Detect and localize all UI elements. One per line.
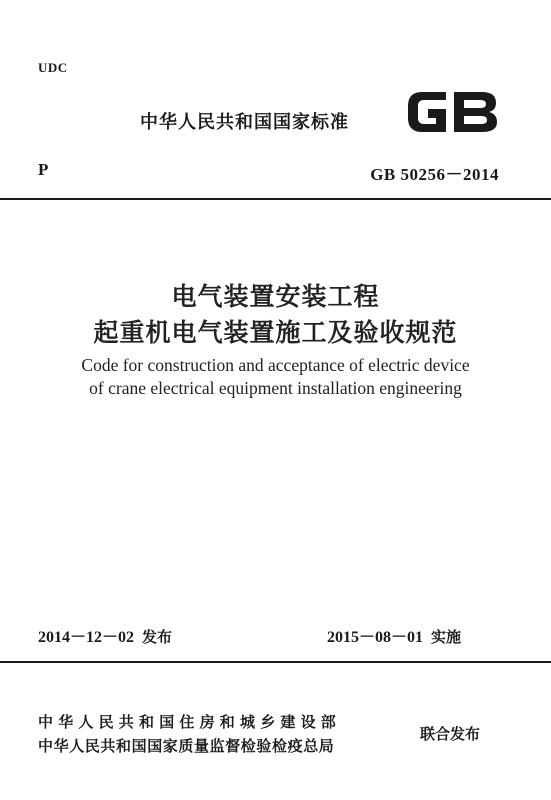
gb-logo-icon <box>402 82 502 142</box>
udc-label: UDC <box>38 60 68 75</box>
issuer-aqsiq: 中华人民共和国国家质量监督检验检疫总局 <box>38 737 335 755</box>
top-divider <box>0 198 551 200</box>
national-standard-heading: 中华人民共和国国家标准 <box>140 112 349 133</box>
implementation-date-block <box>327 624 461 647</box>
implementation-label: 实施 <box>431 628 462 646</box>
release-date: 2014－12－02 <box>38 629 135 646</box>
title-cn-line2: 起重机电气装置施工及验收规范 <box>93 318 458 347</box>
classification-code: P <box>38 160 49 179</box>
bottom-divider <box>0 661 551 663</box>
standard-number: GB 50256－2014 <box>370 165 499 184</box>
title-en-line2: of crane electrical equipment installation engineering <box>89 378 462 398</box>
release-label: 发布 <box>142 628 173 646</box>
title-cn-line1: 电气装置安装工程 <box>171 282 380 311</box>
joint-issue-label: 联合发布 <box>420 725 481 743</box>
title-en-line1: Code for construction and acceptance of electric device <box>81 355 470 375</box>
release-date-block <box>38 624 172 647</box>
implementation-date: 2015－08－01 <box>327 629 424 646</box>
issuer-ministry-housing: 中华人民共和国住房和城乡建设部 <box>38 713 342 731</box>
